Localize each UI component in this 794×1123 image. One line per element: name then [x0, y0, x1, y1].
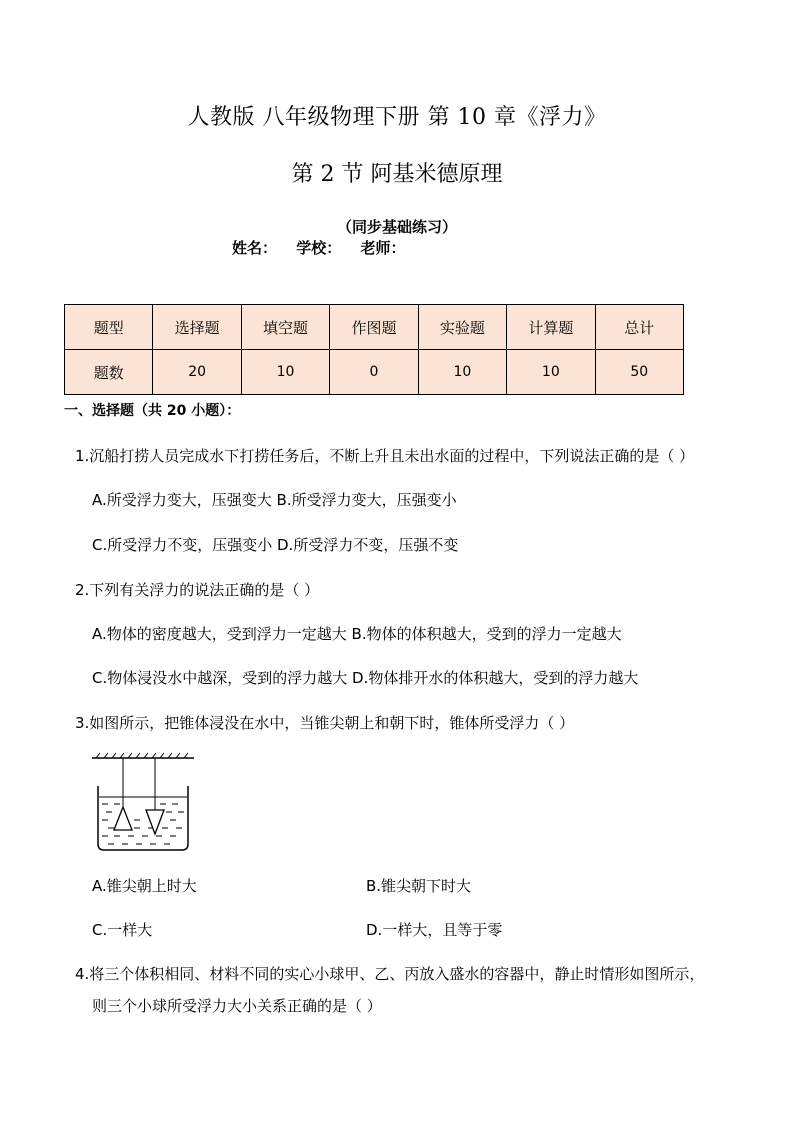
- question-4-stem: 4.将三个体积相同、材料不同的实心小球甲、乙、丙放入盛水的容器中，静止时情形如图所示，: [75, 965, 705, 983]
- cone-in-water-figure: [90, 752, 200, 856]
- student-info: [232, 237, 420, 258]
- question-3-option-d: D.一样大，且等于零: [366, 921, 503, 939]
- table-header-cell: 总计: [595, 305, 683, 350]
- table-header-cell: 作图题: [330, 305, 418, 350]
- table-header-cell: 填空题: [241, 305, 329, 350]
- subtitle: （同步基础练习）: [336, 218, 457, 236]
- question-1-stem: 1.沉船打捞人员完成水下打捞任务后，不断上升且未出水面的过程中，下列说法正确的是（ ）: [75, 447, 695, 465]
- school-label: 学校：: [296, 239, 342, 257]
- cone-tip-up: [114, 807, 132, 830]
- table-cell: 20: [153, 350, 241, 395]
- table-cell: 10: [241, 350, 329, 395]
- cone-tip-down: [146, 810, 164, 834]
- score-table: [64, 304, 684, 395]
- table-header-cell: 选择题: [153, 305, 241, 350]
- question-3-stem: 3.如图所示，把锥体浸没在水中，当锥尖朝上和朝下时，锥体所受浮力（ ）: [75, 714, 575, 732]
- question-2-stem: 2.下列有关浮力的说法正确的是（ ）: [75, 581, 320, 599]
- table-cell: 题数: [65, 350, 153, 395]
- table-header-cell: 题型: [65, 305, 153, 350]
- document-title: 人教版 八年级物理下册 第 10 章《浮力》: [187, 105, 607, 130]
- question-2-options-cd: C.物体浸没水中越深，受到的浮力越大 D.物体排开水的体积越大，受到的浮力越大: [92, 669, 639, 687]
- table-cell: 10: [418, 350, 506, 395]
- teacher-label: 老师：: [360, 239, 406, 257]
- section-title: 第 2 节 阿基米德原理: [291, 162, 503, 187]
- table-cell: 0: [330, 350, 418, 395]
- table-row: [65, 350, 684, 395]
- question-3-option-a: A.锥尖朝上时大: [92, 877, 197, 895]
- question-2-options-ab: A.物体的密度越大，受到浮力一定越大 B.物体的体积越大，受到的浮力一定越大: [92, 625, 622, 643]
- name-label: 姓名：: [232, 239, 278, 257]
- table-header-row: [65, 305, 684, 350]
- table-cell: 10: [507, 350, 595, 395]
- table-header-cell: 实验题: [418, 305, 506, 350]
- question-3-option-c: C.一样大: [92, 921, 153, 939]
- question-1-options-cd: C.所受浮力不变，压强变小 D.所受浮力不变，压强不变: [92, 536, 459, 554]
- question-4-stem-cont: 则三个小球所受浮力大小关系正确的是（ ）: [92, 997, 382, 1015]
- table-header-cell: 计算题: [507, 305, 595, 350]
- part1-heading: 一、选择题（共 20 小题）：: [64, 403, 241, 419]
- question-1-options-ab: A.所受浮力变大，压强变大 B.所受浮力变大，压强变小: [92, 491, 457, 509]
- table-cell: 50: [595, 350, 683, 395]
- question-3-option-b: B.锥尖朝下时大: [366, 877, 472, 895]
